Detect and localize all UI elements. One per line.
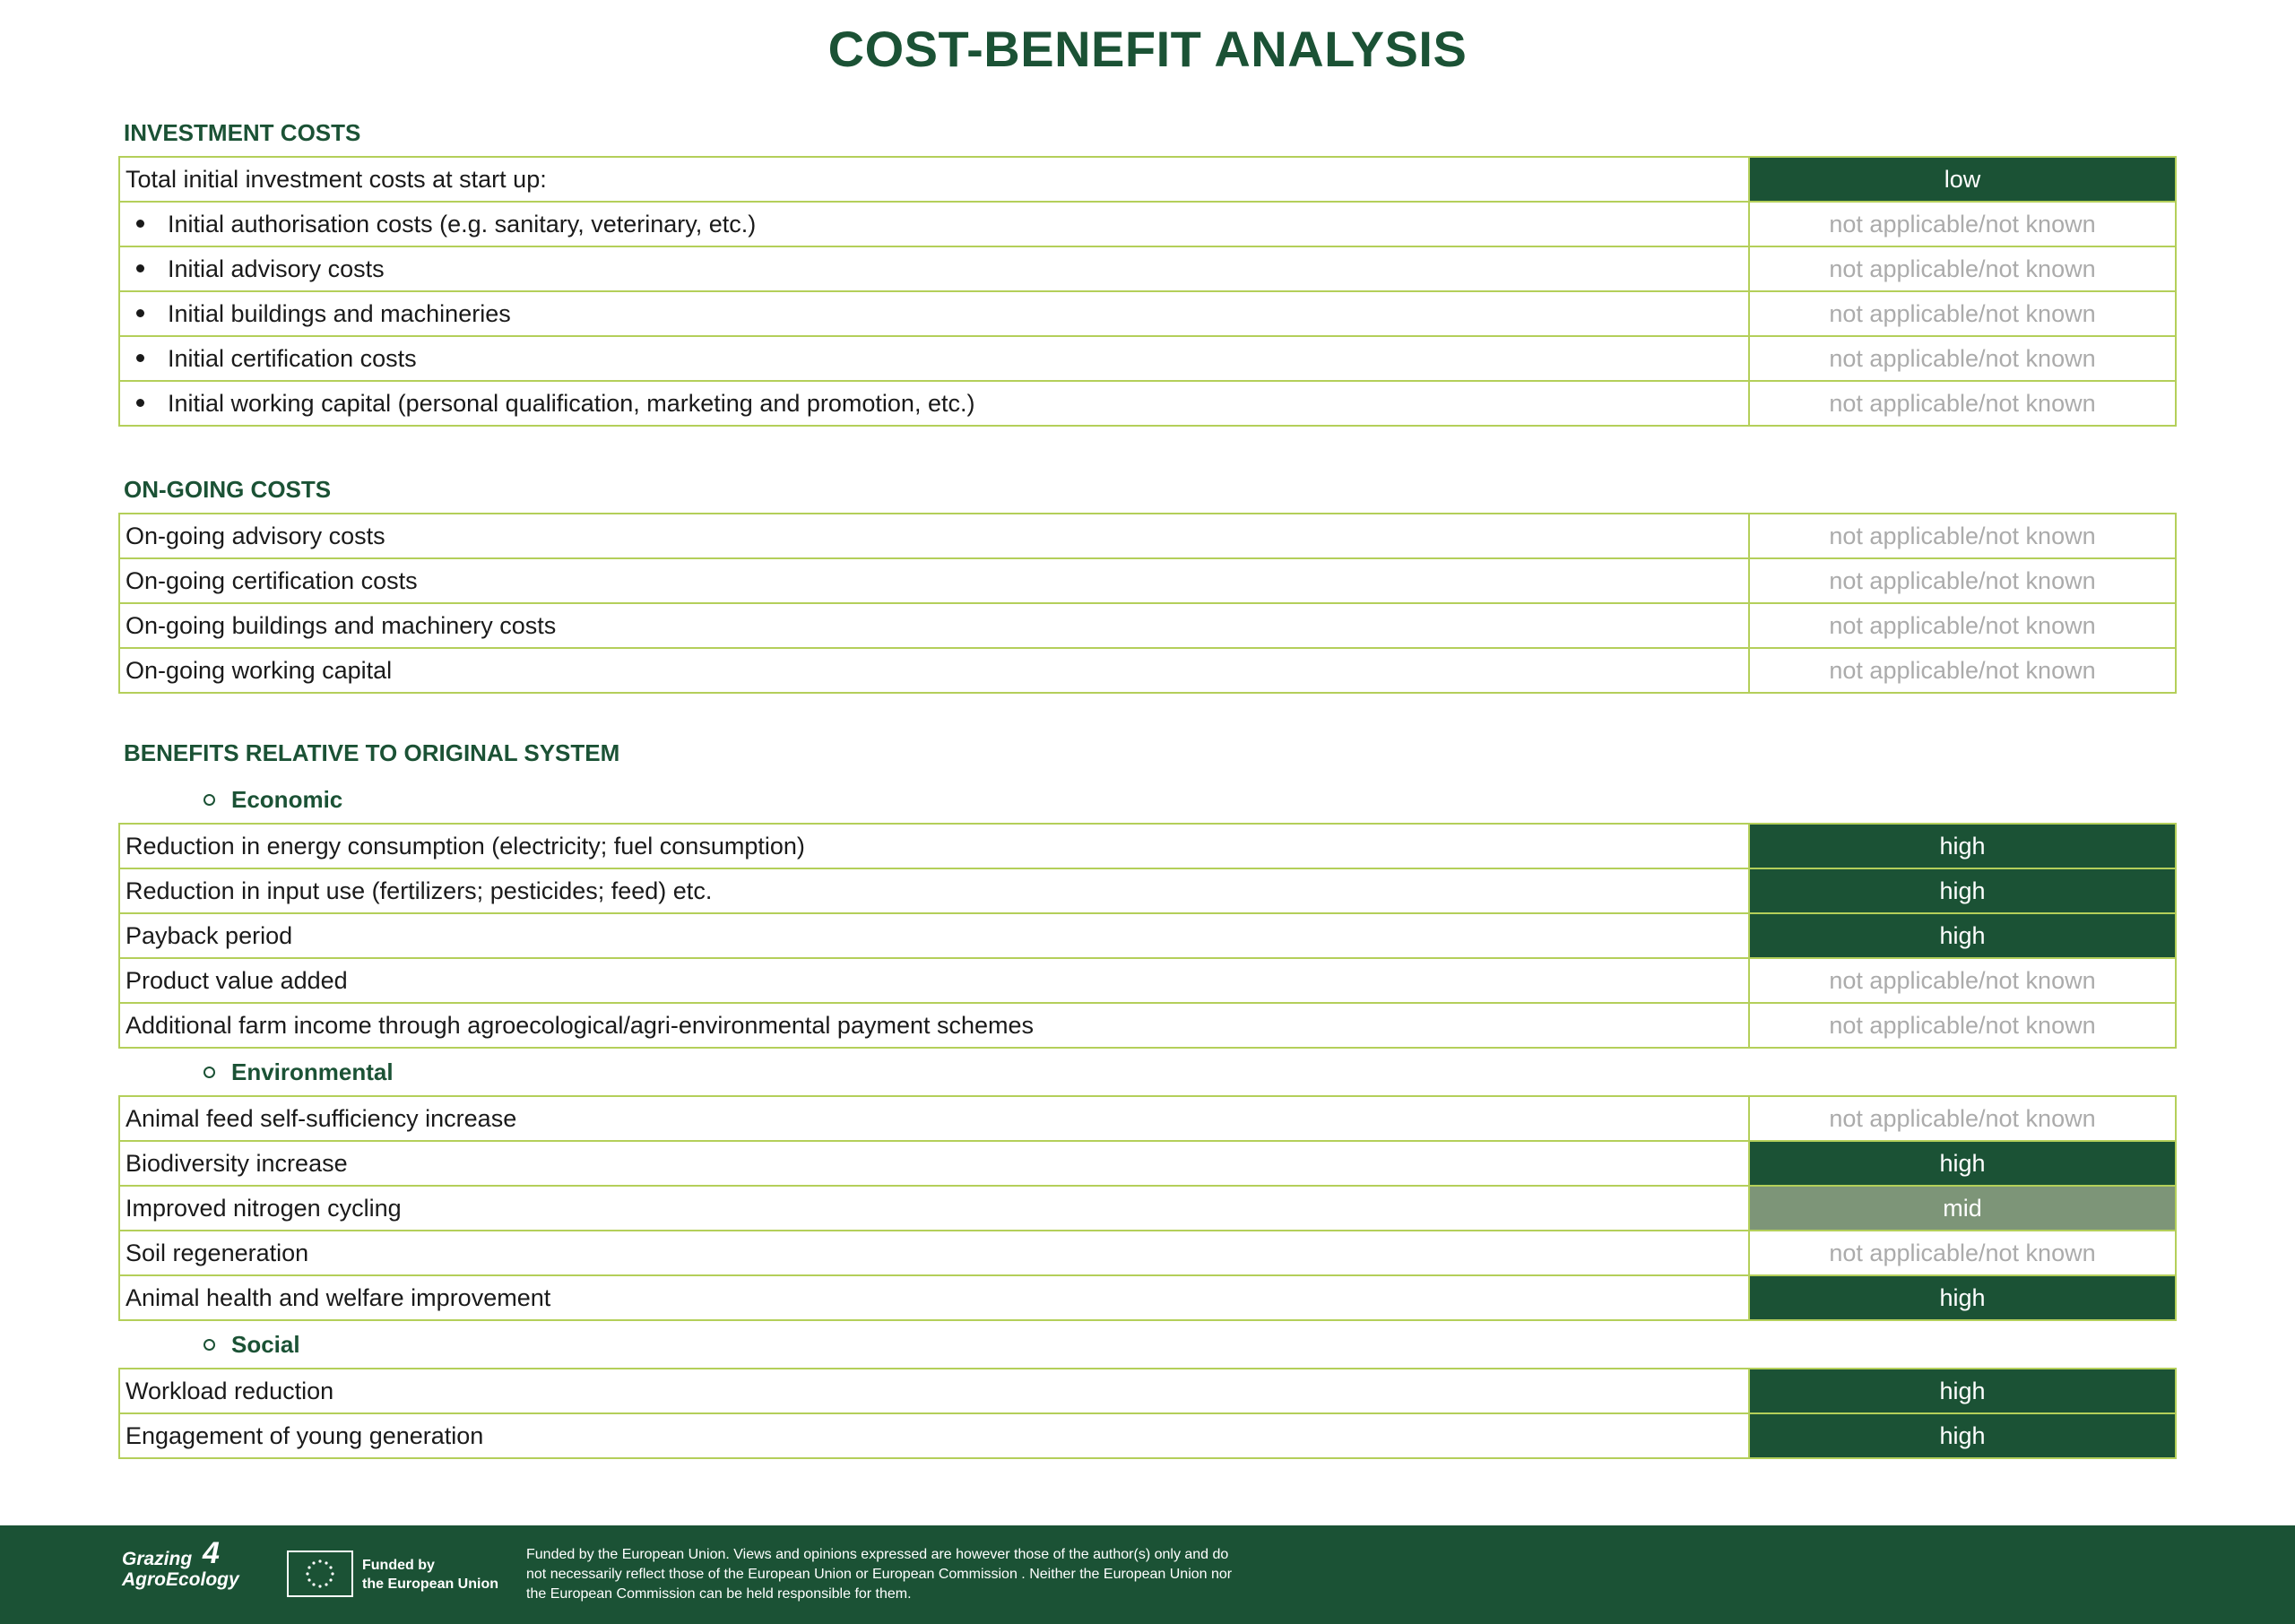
rating-cell: not applicable/not known [1749,514,2176,558]
rating-cell: not applicable/not known [1749,1003,2176,1048]
table-row [119,514,2176,558]
bullet-icon [136,354,144,362]
row-label: Engagement of young generation [126,1421,484,1449]
rating-cell: not applicable/not known [1749,381,2176,426]
row-label-cell [119,1186,1749,1231]
grazing4agroecology-logo [122,1536,256,1601]
environmental-subheading [118,1049,2177,1095]
eu-label-line-1: Funded by [362,1558,435,1573]
social-subheading [118,1321,2177,1368]
investment-costs-table [118,156,2177,427]
bullet-icon [136,399,144,407]
row-label: Animal feed self-sufficiency increase [126,1104,517,1132]
table-row [119,1096,2176,1141]
row-label: On-going certification costs [126,566,418,594]
rating-cell: not applicable/not known [1749,336,2176,381]
row-label-cell [119,558,1749,603]
row-label: Biodiversity increase [126,1149,348,1177]
row-label-cell [119,514,1749,558]
rating-cell: mid [1749,1186,2176,1231]
rating-cell: high [1749,913,2176,958]
economic-benefits-table [118,823,2177,1049]
ongoing-costs-heading: ON-GOING COSTS [124,476,332,503]
investment-costs-heading: INVESTMENT COSTS [124,119,361,146]
row-label: Initial buildings and machineries [168,299,511,327]
row-label: Initial certification costs [168,344,417,372]
table-row [119,1275,2176,1320]
rating-cell: not applicable/not known [1749,958,2176,1003]
ongoing-costs-table [118,513,2177,694]
rating-cell: high [1749,1369,2176,1413]
row-label-cell [119,824,1749,868]
table-row [119,1413,2176,1458]
circle-bullet-icon [204,1067,215,1078]
table-row [119,603,2176,648]
rating-cell: high [1749,1141,2176,1186]
table-row [119,336,2176,381]
eu-label-line-2: the European Union [362,1576,498,1592]
row-label-cell [119,1003,1749,1048]
rating-cell: high [1749,868,2176,913]
table-row [119,824,2176,868]
rating-cell: not applicable/not known [1749,291,2176,336]
benefits-heading: BENEFITS RELATIVE TO ORIGINAL SYSTEM [124,739,620,766]
row-label: Improved nitrogen cycling [126,1194,402,1222]
ongoing-costs-section [118,466,2177,694]
table-row [119,1231,2176,1275]
row-label: On-going buildings and machinery costs [126,611,557,639]
row-label-cell [119,648,1749,693]
rating-cell: not applicable/not known [1749,1096,2176,1141]
rating-cell: high [1749,1413,2176,1458]
circle-bullet-icon [204,1339,215,1351]
row-label: Product value added [126,966,348,994]
table-row [119,291,2176,336]
rating-cell: not applicable/not known [1749,603,2176,648]
row-label-cell [119,336,1749,381]
row-label-cell [119,868,1749,913]
table-row [119,202,2176,246]
table-row [119,1003,2176,1048]
rating-cell: not applicable/not known [1749,558,2176,603]
table-row [119,157,2176,202]
page-title: COST-BENEFIT ANALYSIS [827,21,1468,77]
row-label-cell [119,1231,1749,1275]
table-row [119,381,2176,426]
row-label-cell [119,913,1749,958]
table-row [119,558,2176,603]
rating-cell: not applicable/not known [1749,202,2176,246]
row-label: On-going working capital [126,656,393,684]
table-row [119,648,2176,693]
eu-funding-label [362,1556,506,1594]
rating-cell: high [1749,824,2176,868]
row-label: Initial advisory costs [168,255,385,282]
bullet-icon [136,220,144,228]
row-label-cell [119,603,1749,648]
bullet-icon [136,309,144,317]
rating-cell: high [1749,1275,2176,1320]
logo-line-2: AgroEcology [122,1569,239,1590]
row-label-cell [119,1096,1749,1141]
logo-line-1: Grazing [122,1549,193,1569]
footer [0,1525,2295,1624]
row-label-cell [119,1413,1749,1458]
row-label: Workload reduction [126,1377,334,1404]
economic-subheading [118,776,2177,823]
rating-cell: not applicable/not known [1749,246,2176,291]
row-label: Reduction in input use (fertilizers; pesticides; feed) etc. [126,877,713,904]
row-label-cell [119,157,1749,202]
row-label: Reduction in energy consumption (electricity; fuel consumption) [126,832,805,860]
investment-costs-section [118,109,2177,427]
benefits-section [118,730,2177,1459]
logo-number: 4 [203,1536,220,1570]
row-label: Total initial investment costs at start up: [126,165,547,193]
economic-subheading-label: Economic [231,786,343,813]
eu-stars-icon [289,1552,351,1595]
table-row [119,913,2176,958]
rating-cell: not applicable/not known [1749,1231,2176,1275]
row-label-cell [119,1275,1749,1320]
table-row [119,1369,2176,1413]
rating-cell: not applicable/not known [1749,648,2176,693]
row-label: On-going advisory costs [126,522,385,549]
row-label-cell [119,246,1749,291]
row-label-cell [119,1141,1749,1186]
environmental-subheading-label: Environmental [231,1058,394,1085]
environmental-benefits-table [118,1095,2177,1321]
row-label: Soil regeneration [126,1239,309,1266]
disclaimer-text: Funded by the European Union. Views and opinions expressed are however those of the author(s) only and do not necessarily reflect those of the European Union or European Commission . Neither the European Union nor the European Commission can be held responsible for them. [526,1547,1233,1602]
table-row [119,958,2176,1003]
row-label: Payback period [126,921,293,949]
row-label: Initial working capital (personal qualification, marketing and promotion, etc.) [168,389,975,417]
eu-flag-icon [287,1551,353,1597]
row-label: Animal health and welfare improvement [126,1283,551,1311]
row-label: Initial authorisation costs (e.g. sanitary, veterinary, etc.) [168,210,757,238]
row-label-cell [119,202,1749,246]
social-subheading-label: Social [231,1331,300,1358]
row-label-cell [119,291,1749,336]
table-row [119,246,2176,291]
row-label-cell [119,958,1749,1003]
table-row [119,1141,2176,1186]
row-label-cell [119,1369,1749,1413]
bullet-icon [136,264,144,272]
rating-cell: low [1749,157,2176,202]
social-benefits-table [118,1368,2177,1459]
row-label: Additional farm income through agroecological/agri-environmental payment schemes [126,1011,1035,1039]
circle-bullet-icon [204,794,215,806]
table-row [119,868,2176,913]
table-row [119,1186,2176,1231]
row-label-cell [119,381,1749,426]
